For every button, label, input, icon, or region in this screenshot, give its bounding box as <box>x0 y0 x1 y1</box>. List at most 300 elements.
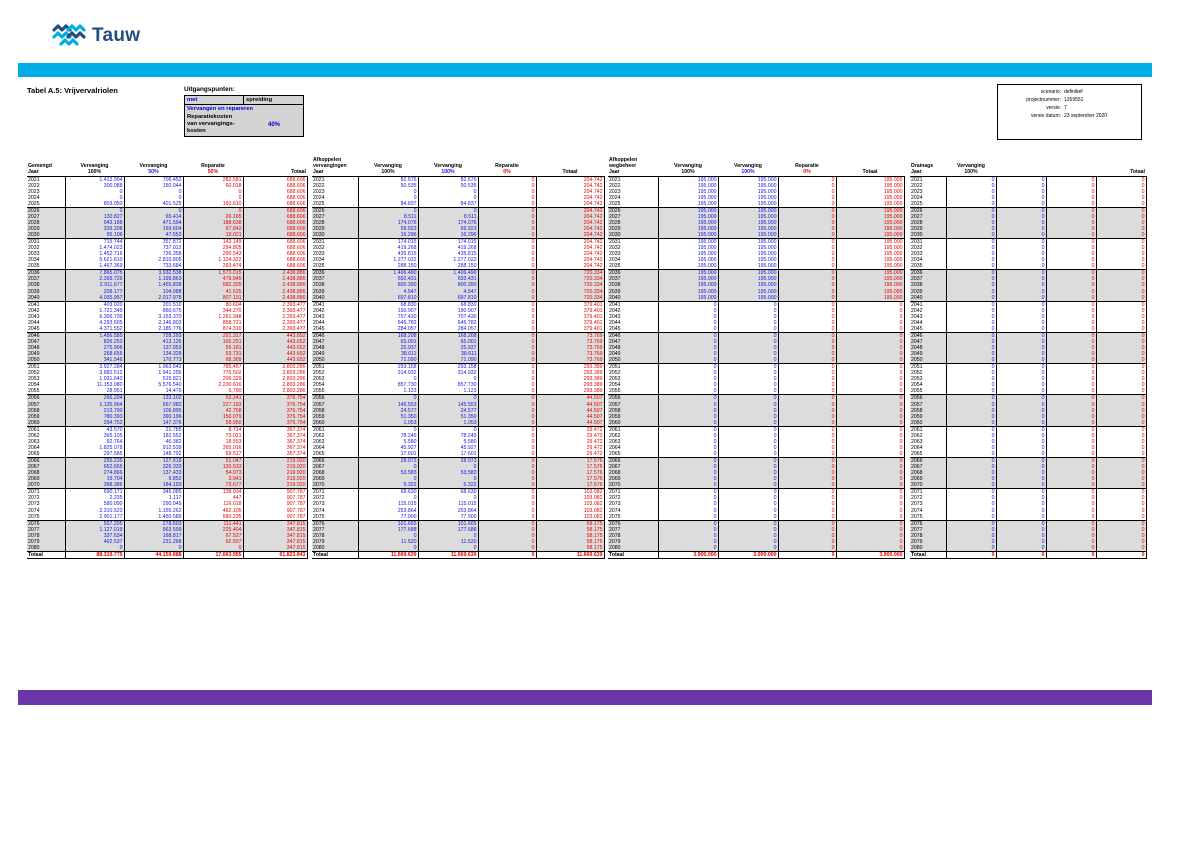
value-cell: 0 <box>718 395 778 402</box>
value-cell: 73.769 <box>536 351 604 357</box>
value-cell: 195.000 <box>658 176 718 183</box>
value-cell: 1.452.716 <box>65 251 124 257</box>
value-cell: 0 <box>996 545 1046 552</box>
value-cell: 0 <box>1046 439 1096 445</box>
value-cell: 5.322 <box>358 482 418 489</box>
value-cell: 0 <box>778 533 836 539</box>
value-cell: 0 <box>478 332 536 339</box>
value-cell: 219.920 <box>243 482 307 489</box>
value-cell: 0 <box>183 195 243 201</box>
value-cell: 0 <box>778 201 836 208</box>
value-cell: 0 <box>946 245 996 251</box>
value-cell: 195.000 <box>836 245 904 251</box>
value-cell: 0 <box>778 426 836 433</box>
value-cell: 0 <box>358 476 418 482</box>
value-cell: 195.000 <box>658 232 718 239</box>
year-cell: 2046 <box>312 332 358 339</box>
value-cell: 51.350 <box>358 414 418 420</box>
value-cell: 912.539 <box>124 445 183 451</box>
value-cell: 44.507 <box>536 395 604 402</box>
year-cell: 2031 <box>608 239 658 246</box>
value-cell: 0 <box>718 501 778 507</box>
value-cell: 688.606 <box>243 232 307 239</box>
year-cell: 2027 <box>910 214 946 220</box>
year-cell: 2073 <box>312 501 358 507</box>
header-vervanging-2: Vervanging 50% <box>124 150 183 176</box>
value-cell: 419.268 <box>418 245 478 251</box>
value-cell: 17.576 <box>536 464 604 470</box>
value-cell: 0 <box>418 545 478 552</box>
value-cell: 0 <box>658 439 718 445</box>
value-cell: 219.920 <box>243 476 307 482</box>
value-cell: 376.754 <box>243 395 307 402</box>
year-cell: 2060 <box>27 420 65 427</box>
value-cell: 0 <box>836 514 904 521</box>
value-cell: 0 <box>946 195 996 201</box>
value-cell: 688.606 <box>243 214 307 220</box>
value-cell: 29.472 <box>536 433 604 439</box>
value-cell: 0 <box>478 388 536 395</box>
value-cell: 0 <box>836 301 904 308</box>
value-cell: 1.053 <box>358 420 418 427</box>
value-cell: 2.803.286 <box>243 370 307 376</box>
value-cell: 58.175 <box>536 545 604 552</box>
year-cell: 2055 <box>312 388 358 395</box>
value-cell: 0 <box>778 339 836 345</box>
total-label: Totaal <box>27 551 65 558</box>
value-cell: 0 <box>658 408 718 414</box>
value-cell: 78.249 <box>358 433 418 439</box>
value-cell: 0 <box>946 408 996 414</box>
year-cell: 2027 <box>608 214 658 220</box>
value-cell: 195.000 <box>658 226 718 232</box>
value-cell: 67.527 <box>183 533 243 539</box>
value-cell: 0 <box>1096 401 1146 407</box>
value-cell: 0 <box>478 189 536 195</box>
value-cell: 0 <box>658 433 718 439</box>
value-cell: 567.982 <box>124 401 183 407</box>
value-cell: 0 <box>1046 357 1096 364</box>
value-cell: 0 <box>478 401 536 407</box>
met-value[interactable]: met <box>185 96 244 104</box>
value-cell: 195.000 <box>658 220 718 226</box>
value-cell: 11.153.080 <box>65 382 124 388</box>
value-cell: 0 <box>778 357 836 364</box>
value-cell: 0 <box>996 439 1046 445</box>
year-cell: 2047 <box>608 339 658 345</box>
value-cell: 0 <box>996 395 1046 402</box>
value-cell: 195.000 <box>836 257 904 263</box>
value-cell: 0 <box>478 301 536 308</box>
year-cell: 2058 <box>312 408 358 414</box>
value-cell: 58.175 <box>536 539 604 545</box>
value-cell: 0 <box>836 320 904 326</box>
datum-value: 23 september 2020 <box>1064 113 1108 119</box>
total-cell: 0 <box>946 551 996 558</box>
value-cell: 688.606 <box>243 239 307 246</box>
year-cell: 2040 <box>312 295 358 302</box>
header-vervanging: Vervanging 100% <box>358 150 418 176</box>
value-cell: 0 <box>65 195 124 201</box>
value-cell: 0 <box>1096 489 1146 496</box>
year-cell: 2055 <box>910 388 946 395</box>
value-cell: 0 <box>836 482 904 489</box>
value-cell: 58.175 <box>536 520 604 527</box>
value-cell: 0 <box>1046 226 1096 232</box>
value-cell: 907.787 <box>243 501 307 507</box>
year-cell: 2025 <box>312 201 358 208</box>
value-cell: 0 <box>478 345 536 351</box>
year-cell: 2053 <box>312 376 358 382</box>
value-cell: 253.864 <box>358 508 418 514</box>
value-cell: 0 <box>418 426 478 433</box>
value-cell: 0 <box>778 433 836 439</box>
value-cell: 0 <box>1096 295 1146 302</box>
value-cell: 195.000 <box>836 220 904 226</box>
value-cell: 0 <box>1096 351 1146 357</box>
value-cell: 3.153.370 <box>124 314 183 320</box>
value-cell: 177.688 <box>358 527 418 533</box>
year-cell: 2076 <box>27 520 65 527</box>
value-cell: 0 <box>718 445 778 451</box>
value-cell: 127.618 <box>124 458 183 465</box>
value-cell: 0 <box>658 345 718 351</box>
value-cell: 0 <box>478 201 536 208</box>
value-cell: 58.175 <box>536 533 604 539</box>
value-cell: 447 <box>183 495 243 501</box>
value-cell: 8.511 <box>418 214 478 220</box>
value-cell: 293.389 <box>536 382 604 388</box>
year-cell: 2077 <box>608 527 658 533</box>
uitgangspunten-panel <box>184 86 304 137</box>
value-cell: 25.937 <box>358 345 418 351</box>
value-cell: 0 <box>718 345 778 351</box>
value-cell: 367.374 <box>243 439 307 445</box>
value-cell: 0 <box>946 527 996 533</box>
value-cell: 0 <box>996 382 1046 388</box>
value-cell: 0 <box>778 527 836 533</box>
value-cell: 0 <box>1096 451 1146 458</box>
value-cell: 0 <box>778 408 836 414</box>
year-cell: 2079 <box>27 539 65 545</box>
value-cell: 204.742 <box>536 239 604 246</box>
value-cell: 1.825.078 <box>65 445 124 451</box>
value-cell: 0 <box>658 489 718 496</box>
value-cell: 0 <box>718 508 778 514</box>
value-cell: 0 <box>946 401 996 407</box>
year-cell: 2036 <box>608 270 658 277</box>
value-cell: 0 <box>358 495 418 501</box>
value-cell: 29.472 <box>536 439 604 445</box>
value-cell: 0 <box>996 451 1046 458</box>
year-cell: 2051 <box>608 364 658 371</box>
year-cell: 2022 <box>910 183 946 189</box>
value-cell: 0 <box>1046 370 1096 376</box>
value-cell: 733.684 <box>124 263 183 270</box>
value-cell: 195.000 <box>718 295 778 302</box>
value-cell: 0 <box>1046 489 1096 496</box>
value-cell: 5.576.540 <box>124 382 183 388</box>
value-cell: 413.126 <box>124 339 183 345</box>
value-cell: 0 <box>1046 476 1096 482</box>
value-cell: 0 <box>718 533 778 539</box>
value-cell: 204.742 <box>536 176 604 183</box>
value-cell: 0 <box>996 470 1046 476</box>
value-cell: 168.208 <box>358 332 418 339</box>
value-cell: 0 <box>718 482 778 489</box>
value-cell: 379.401 <box>536 308 604 314</box>
value-cell: 0 <box>718 489 778 496</box>
value-cell: 195.000 <box>718 195 778 201</box>
value-cell: 95.106 <box>65 232 124 239</box>
year-cell: 2032 <box>910 245 946 251</box>
value-cell: 4.035.957 <box>65 295 124 302</box>
year-cell: 2028 <box>27 220 65 226</box>
value-cell: 0 <box>658 388 718 395</box>
year-cell: 2055 <box>27 388 65 395</box>
value-cell: 219.920 <box>243 458 307 465</box>
value-cell: 0 <box>946 426 996 433</box>
value-cell: 130.533 <box>183 464 243 470</box>
value-cell: 0 <box>1046 445 1096 451</box>
value-cell: 0 <box>946 545 996 552</box>
year-cell: 2047 <box>910 339 946 345</box>
value-cell: 297.585 <box>65 451 124 458</box>
value-cell: 3.927.284 <box>65 364 124 371</box>
value-cell: 0 <box>1046 470 1096 476</box>
value-cell: 145.553 <box>418 401 478 407</box>
tauw-logo-icon <box>52 23 86 49</box>
value-cell: 24.577 <box>358 408 418 414</box>
header-totaal: Totaal <box>836 150 904 176</box>
value-cell: 204.742 <box>536 195 604 201</box>
value-cell: 652.665 <box>65 464 124 470</box>
value-cell: 0 <box>778 376 836 382</box>
value-cell: 0 <box>996 414 1046 420</box>
value-cell: 376.754 <box>243 401 307 407</box>
value-cell: 0 <box>996 207 1046 214</box>
value-cell: 907.787 <box>243 514 307 521</box>
total-cell: 3.900.000 <box>658 551 718 558</box>
value-cell: 73.769 <box>536 357 604 364</box>
value-cell: 0 <box>478 239 536 246</box>
value-cell: 195.000 <box>718 245 778 251</box>
uitgangspunten-label: Uitgangspunten: <box>184 86 235 93</box>
value-cell: 707.430 <box>418 314 478 320</box>
value-cell: 341.546 <box>65 357 124 364</box>
value-cell: 54.973 <box>183 470 243 476</box>
datum-label: versie datum: <box>1030 113 1061 119</box>
value-cell: 59.923 <box>418 226 478 232</box>
value-cell: 0 <box>358 464 418 470</box>
year-cell: 2044 <box>27 320 65 326</box>
value-cell: 0 <box>778 508 836 514</box>
value-cell: 2.803.286 <box>243 376 307 382</box>
value-cell: 0 <box>778 501 836 507</box>
value-cell: 11.520 <box>418 539 478 545</box>
value-cell: 0 <box>778 495 836 501</box>
value-cell: 0 <box>1096 183 1146 189</box>
value-cell: 0 <box>718 370 778 376</box>
value-cell: 291.317 <box>183 332 243 339</box>
year-cell: 2056 <box>312 395 358 402</box>
value-cell: 195.000 <box>658 189 718 195</box>
value-cell: 0 <box>946 276 996 282</box>
value-cell: 195.000 <box>836 189 904 195</box>
value-cell: 73.769 <box>536 345 604 351</box>
value-cell: 0 <box>836 539 904 545</box>
value-cell: 0 <box>996 445 1046 451</box>
year-cell: 2045 <box>910 326 946 333</box>
value-cell: 0 <box>996 308 1046 314</box>
value-cell: 0 <box>1046 420 1096 427</box>
value-cell: 0 <box>778 482 836 489</box>
value-cell: 0 <box>1046 201 1096 208</box>
value-cell: 0 <box>1096 520 1146 527</box>
value-cell: 71.090 <box>358 357 418 364</box>
year-cell: 2038 <box>27 282 65 288</box>
value-cell: 195.000 <box>836 183 904 189</box>
reparatie-row <box>184 113 304 137</box>
value-cell: 715.744 <box>65 239 124 246</box>
value-cell: 1.450.589 <box>124 514 183 521</box>
value-cell: 0 <box>996 189 1046 195</box>
value-cell: 195.000 <box>836 282 904 288</box>
year-cell: 2070 <box>608 482 658 489</box>
value-cell: 0 <box>778 232 836 239</box>
value-cell: 0 <box>946 533 996 539</box>
total-row <box>312 551 604 558</box>
year-cell: 2080 <box>608 545 658 552</box>
value-cell: 0 <box>183 189 243 195</box>
value-cell: 858.721 <box>183 320 243 326</box>
reparatie-value[interactable]: 40% <box>245 113 303 136</box>
value-cell: 150.044 <box>124 183 183 189</box>
value-cell: 0 <box>718 420 778 427</box>
year-cell: 2067 <box>27 464 65 470</box>
year-cell: 2024 <box>27 195 65 201</box>
value-cell: 71.090 <box>418 357 478 364</box>
value-cell: 0 <box>1046 239 1096 246</box>
year-cell: 2038 <box>910 282 946 288</box>
value-cell: 0 <box>478 364 536 371</box>
value-cell: 0 <box>996 458 1046 465</box>
value-cell: 195.000 <box>658 195 718 201</box>
year-cell: 2076 <box>312 520 358 527</box>
year-cell: 2068 <box>910 470 946 476</box>
value-cell: 29.472 <box>536 451 604 458</box>
value-cell: 195.000 <box>718 270 778 277</box>
value-cell: 0 <box>478 545 536 552</box>
value-cell: 0 <box>778 464 836 470</box>
value-cell: 195.000 <box>658 245 718 251</box>
value-cell: 0 <box>478 420 536 427</box>
value-cell: 0 <box>946 395 996 402</box>
value-cell: 337.634 <box>65 533 124 539</box>
year-cell: 2022 <box>27 183 65 189</box>
tauw-logo <box>52 22 140 50</box>
value-cell: 0 <box>778 301 836 308</box>
value-cell: 0 <box>946 489 996 496</box>
value-cell: 0 <box>478 382 536 388</box>
value-cell: 68.830 <box>358 301 418 308</box>
value-cell: 8.511 <box>358 214 418 220</box>
value-cell: 293.474 <box>183 263 243 270</box>
year-cell: 2063 <box>608 439 658 445</box>
value-cell: 16.296 <box>358 232 418 239</box>
year-cell: 2036 <box>312 270 358 277</box>
year-cell: 2035 <box>910 263 946 270</box>
value-cell: 0 <box>658 308 718 314</box>
value-cell: 0 <box>1046 514 1096 521</box>
year-cell: 2033 <box>27 251 65 257</box>
value-cell: 0 <box>836 370 904 376</box>
value-cell: 0 <box>478 476 536 482</box>
value-cell: 443.652 <box>243 357 307 364</box>
value-cell: 0 <box>996 282 1046 288</box>
value-cell: 288.150 <box>418 263 478 270</box>
year-cell: 2040 <box>608 295 658 302</box>
value-cell: 43.570 <box>65 426 124 433</box>
value-cell: 0 <box>778 220 836 226</box>
value-cell: 0 <box>124 545 183 552</box>
year-cell: 2054 <box>27 382 65 388</box>
value-cell: 0 <box>718 332 778 339</box>
value-cell: 73.769 <box>536 332 604 339</box>
value-cell: 0 <box>1096 239 1146 246</box>
value-cell: 0 <box>1096 251 1146 257</box>
value-cell: 0 <box>996 514 1046 521</box>
year-cell: 2074 <box>910 508 946 514</box>
value-cell: 0 <box>996 464 1046 470</box>
mode-value[interactable]: Vervangen en repareren <box>185 105 303 113</box>
value-cell: 195.000 <box>658 270 718 277</box>
value-cell: 0 <box>658 520 718 527</box>
value-cell: 300.088 <box>65 183 124 189</box>
value-cell: 0 <box>478 339 536 345</box>
value-cell: 1.261.348 <box>183 314 243 320</box>
value-cell: 169.604 <box>124 226 183 232</box>
value-cell: 0 <box>1046 214 1096 220</box>
value-cell: 0 <box>1046 245 1096 251</box>
year-cell: 2045 <box>608 326 658 333</box>
value-cell: 706.452 <box>124 176 183 183</box>
year-cell: 2041 <box>27 301 65 308</box>
value-cell: 2.438.886 <box>243 295 307 302</box>
value-cell: 0 <box>778 489 836 496</box>
year-cell: 2079 <box>312 539 358 545</box>
value-cell: 0 <box>946 239 996 246</box>
value-cell: 0 <box>1096 382 1146 388</box>
value-cell: 0 <box>478 520 536 527</box>
value-cell: 0 <box>718 339 778 345</box>
value-cell: 0 <box>478 351 536 357</box>
value-cell: 365.105 <box>65 433 124 439</box>
year-cell: 2023 <box>910 189 946 195</box>
value-cell: 0 <box>996 326 1046 333</box>
value-cell: 0 <box>1046 414 1096 420</box>
value-cell: 266.204 <box>65 395 124 402</box>
value-cell: 0 <box>946 439 996 445</box>
value-cell: 204.742 <box>536 183 604 189</box>
value-cell: 227.193 <box>183 401 243 407</box>
year-cell: 2056 <box>910 395 946 402</box>
value-cell: 0 <box>658 351 718 357</box>
value-cell: 0 <box>1046 189 1096 195</box>
value-cell: 0 <box>778 451 836 458</box>
year-cell: 2059 <box>910 414 946 420</box>
header-vervanging: Vervanging 100% <box>658 150 718 176</box>
